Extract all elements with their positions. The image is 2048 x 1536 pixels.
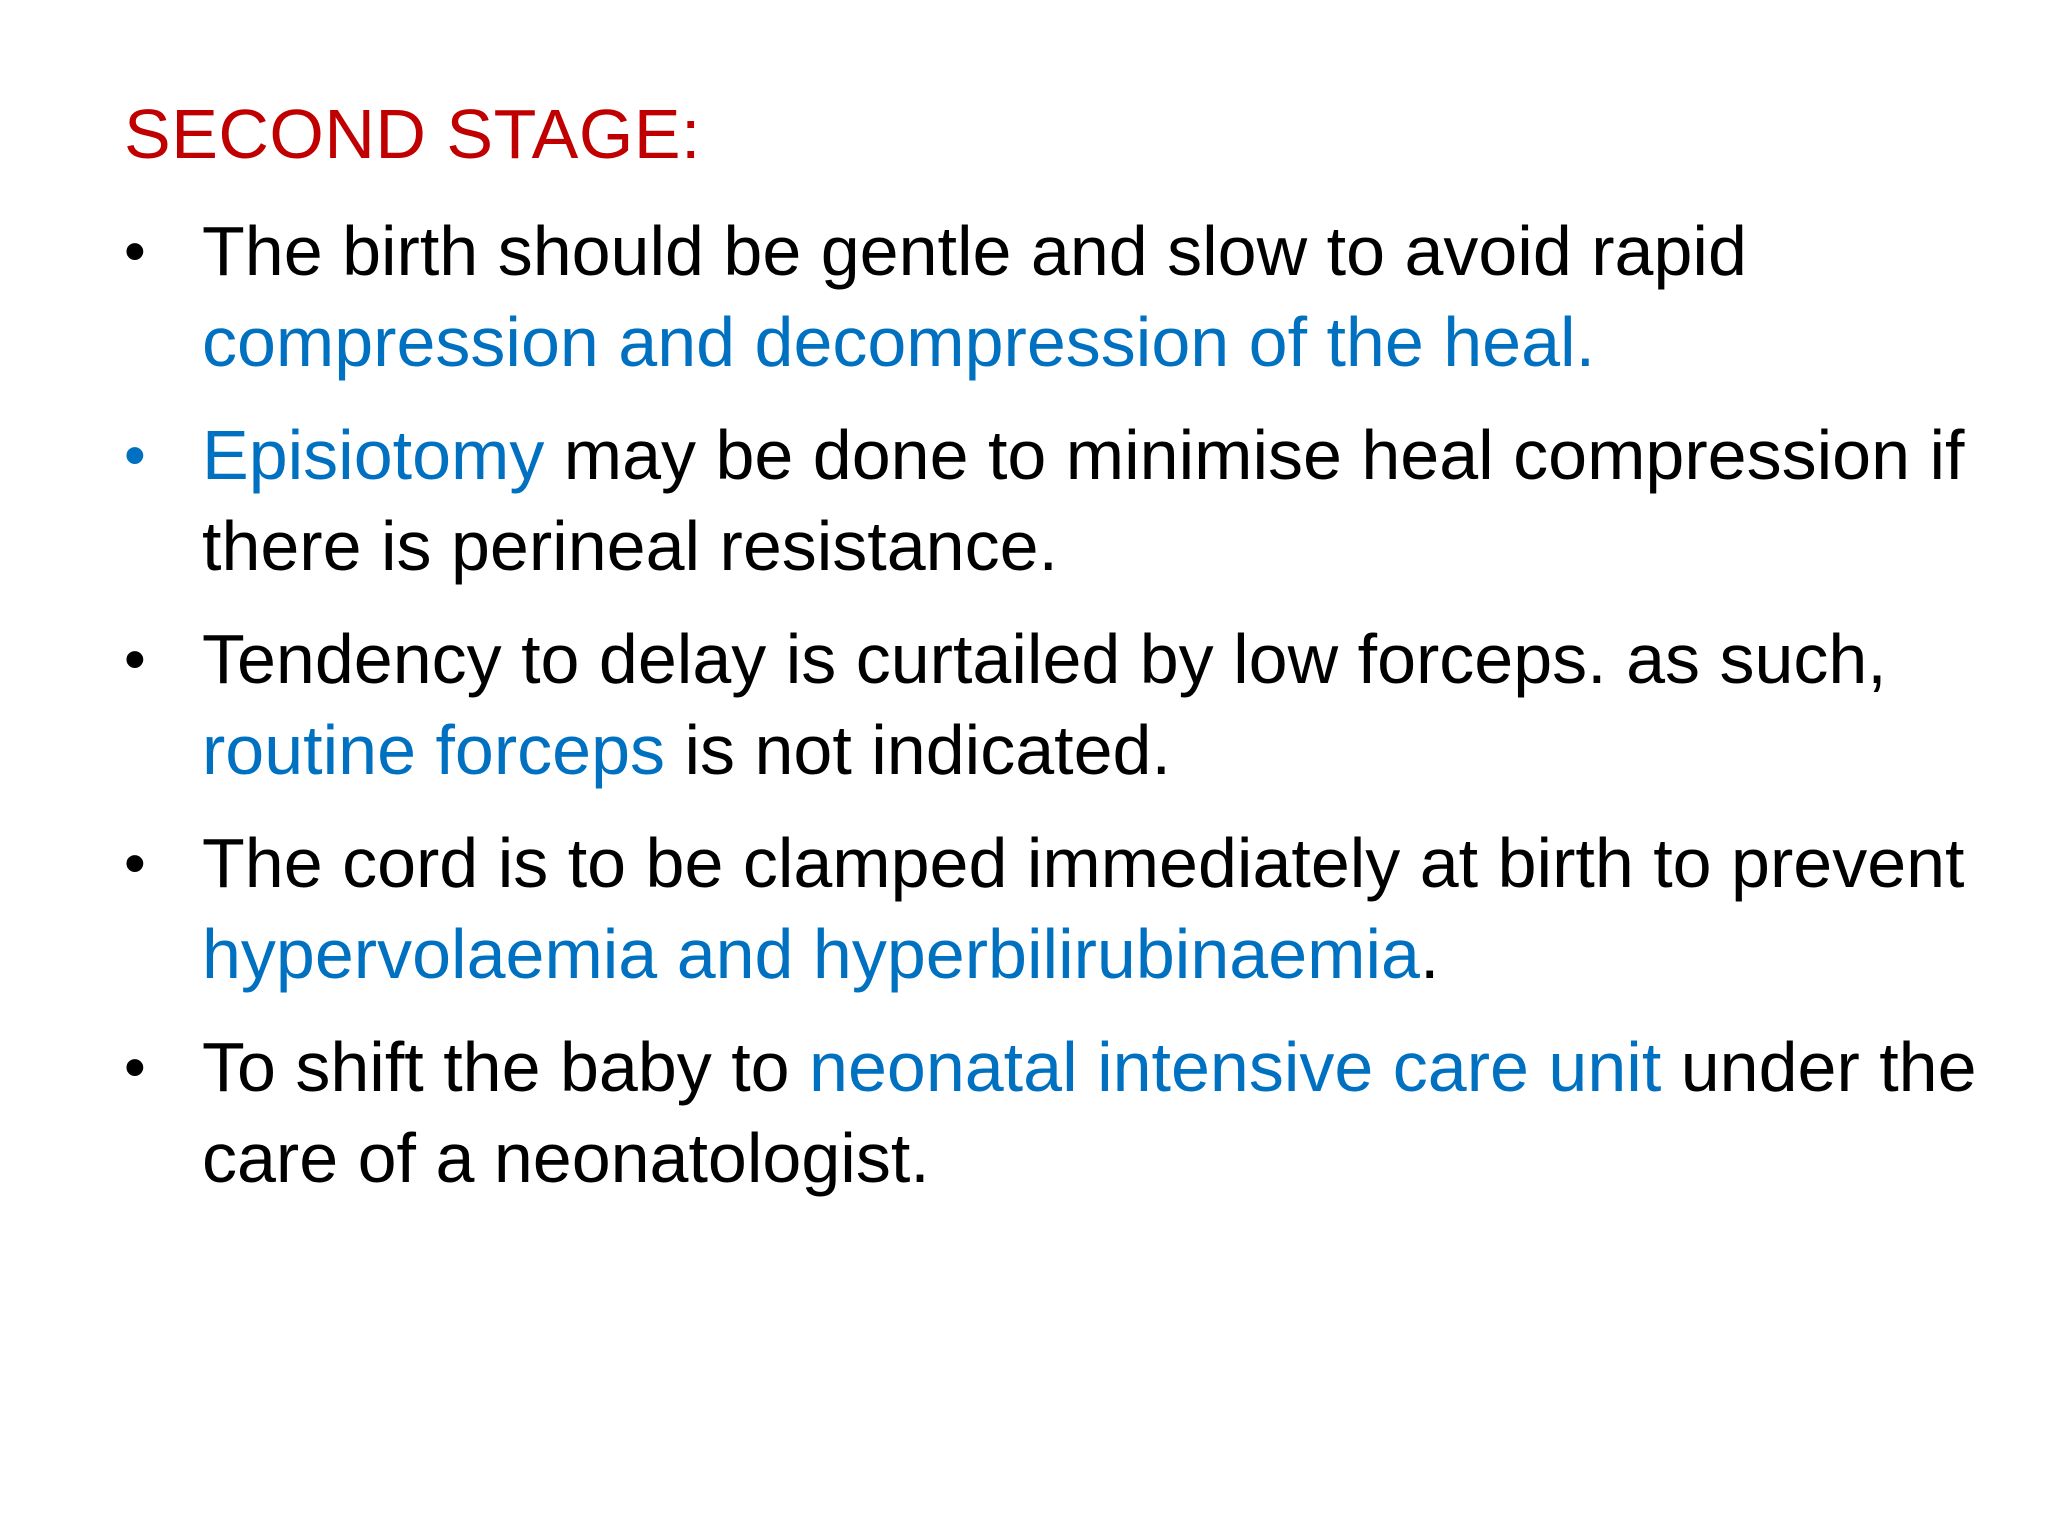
bullet-item [124,410,2004,592]
bullet-text-segment: may be done to minimise heal compression if there is perineal resistance. [202,416,1965,585]
bullet-dot: • [124,1033,146,1102]
bullet-text-segment: under the care of a neonatologist. [202,1028,1977,1197]
bullet-text-segment: Tendency to delay is curtailed by low forceps. as such, [202,620,1887,698]
bullet-text-segment: . [1419,915,1440,993]
bullet-text-segment: is not indicated. [665,711,1171,789]
bullet-highlight-segment: compression and decompression of the heal. [202,303,1596,381]
bullet-text-segment: To shift the baby to [202,1028,810,1106]
bullet-highlight-segment: neonatal intensive care unit [809,1028,1662,1106]
bullet-text-segment: The cord is to be clamped immediately at birth to prevent [202,824,1965,902]
bullet-highlight-segment: Episiotomy [202,416,545,494]
bullet-dot: • [124,421,146,490]
bullet-item [124,206,2004,388]
bullet-text-segment: The birth should be gentle and slow to avoid rapid [202,212,1747,290]
bullet-item [124,818,2004,1000]
bullet-item [124,1022,2004,1204]
bullet-dot: • [124,829,146,898]
bullet-dot: • [124,625,146,694]
slide-heading: SECOND STAGE: [124,95,701,173]
bullet-list [124,206,2004,1226]
bullet-highlight-segment: hypervolaemia and hyperbilirubinaemia [202,915,1420,993]
bullet-dot: • [124,217,146,286]
bullet-item [124,614,2004,796]
bullet-highlight-segment: routine forceps [202,711,666,789]
